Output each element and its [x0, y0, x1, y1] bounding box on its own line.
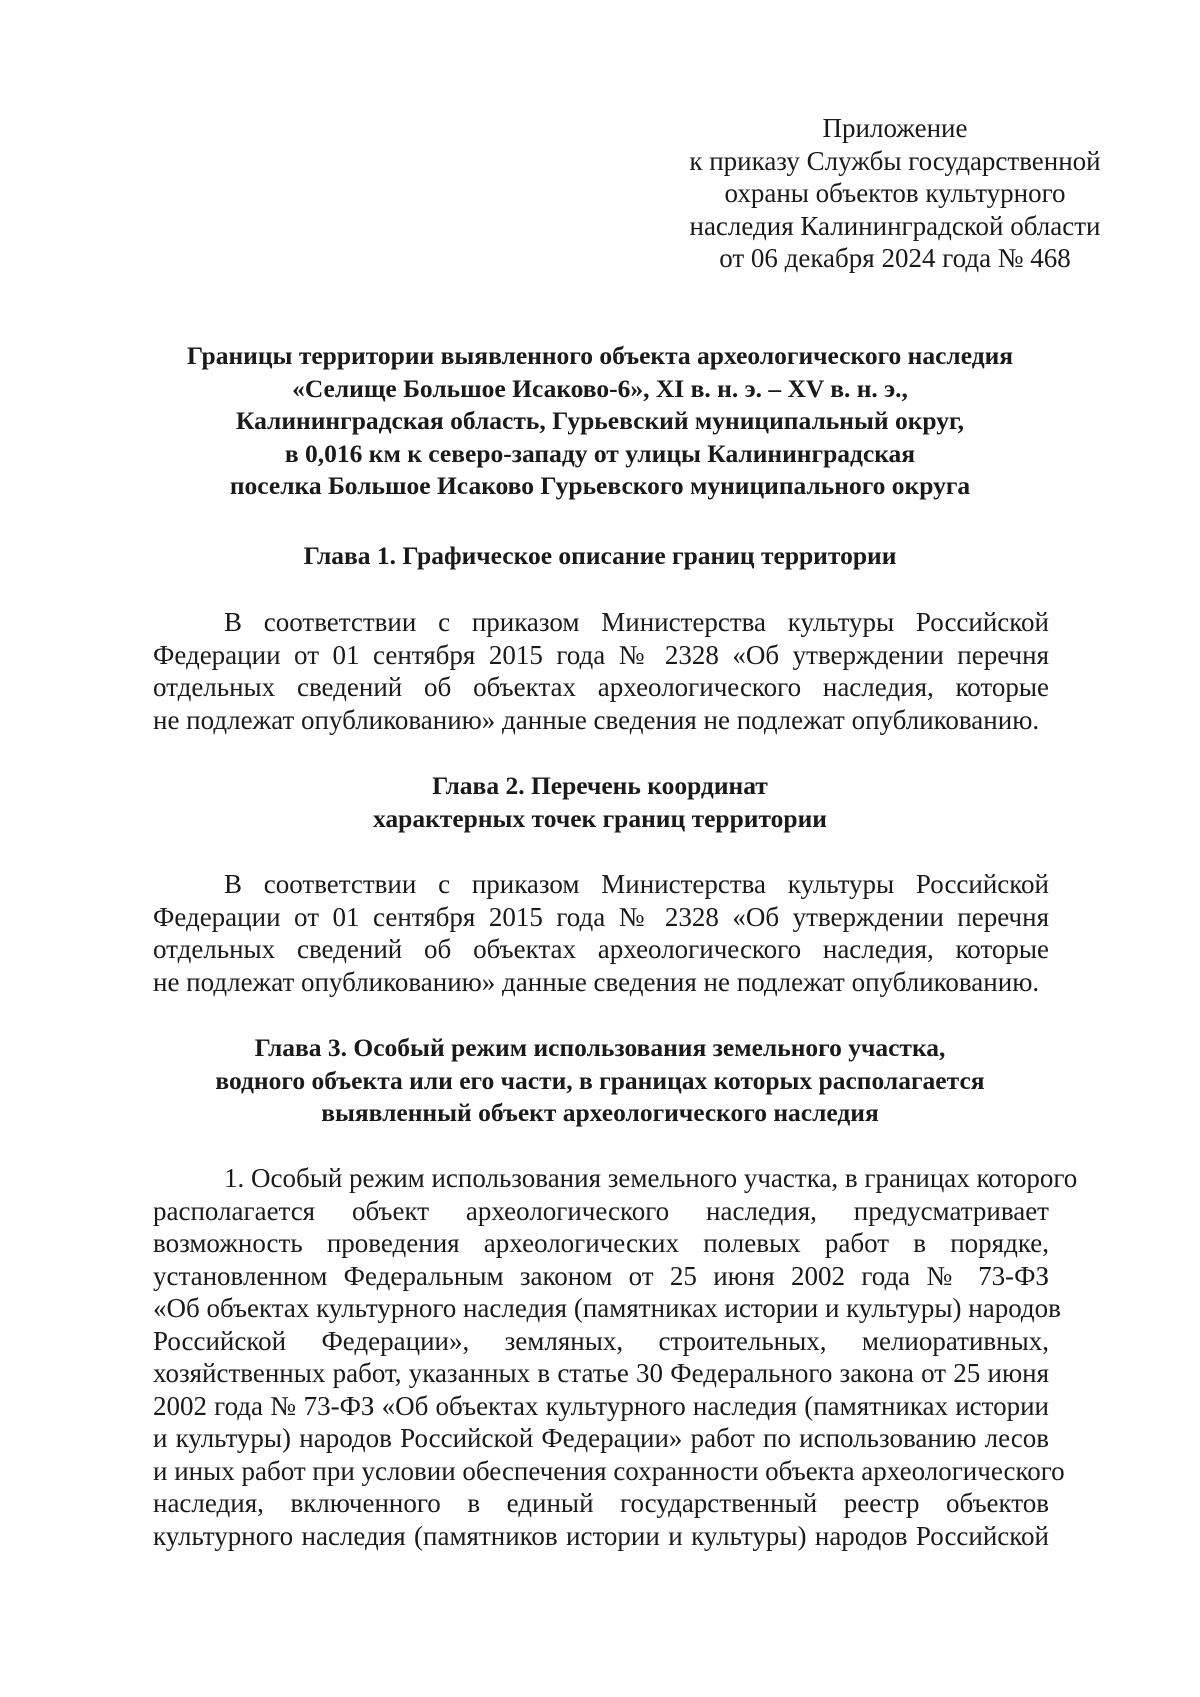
heading-line: Глава 2. Перечень координат — [432, 771, 768, 800]
chapter-2-heading — [140, 770, 1060, 835]
chapter-2-paragraph — [153, 868, 1049, 998]
chapter-1-heading — [140, 540, 1060, 573]
appendix-line: Приложение — [822, 113, 968, 143]
title-line: поселка Большое Исаково Гурьевского муниципального округа — [229, 471, 971, 500]
paragraph-line: 2002 года № 73-ФЗ «Об объектах культурного наследия (памятниках истории — [153, 1390, 1049, 1421]
paragraph-line: «Об объектах культурного наследия (памятниках истории и культуры) народов — [153, 1293, 1061, 1323]
title-line: в 0,016 км к северо-западу от улицы Калининградская — [284, 438, 916, 468]
paragraph-line: и культуры) народов Российской Федерации» работ по использованию лесов — [153, 1423, 1049, 1453]
paragraph-line: и иных работ при условии обеспечения сохранности объекта археологического — [153, 1455, 1065, 1486]
paragraph-line: Федерации от 01 сентября 2015 года № 2328 «Об утверждении перечня — [153, 639, 1049, 670]
paragraph-line: Федерации от 01 сентября 2015 года № 2328 «Об утверждении перечня — [153, 901, 1049, 932]
chapter-3-paragraph — [153, 1162, 1078, 1552]
heading-line: Глава 3. Особый режим использования земельного участка, — [254, 1033, 946, 1062]
paragraph-line: 1. Особый режим использования земельного участка, в границах которого — [224, 1163, 1078, 1193]
paragraph-line: В соответствии с приказом Министерства культуры Российской — [224, 869, 1049, 899]
appendix-line: наследия Калининградской области — [689, 210, 1101, 241]
paragraph-line: располагается объект археологического наследия, предусматривает — [153, 1195, 1049, 1226]
paragraph-line: установленном Федеральным законом от 25 июня 2002 года № 73-ФЗ — [153, 1260, 1049, 1291]
paragraph-line: Российской Федерации», земляных, строительных, мелиоративных, — [153, 1325, 1049, 1356]
appendix-header — [660, 112, 1130, 275]
title-line: «Селище Большое Исаково-6», XI в. н. э. – XV в. н. э., — [292, 373, 908, 403]
appendix-line: к приказу Службы государственной — [689, 145, 1101, 176]
paragraph-line: возможность проведения археологических полевых работ в порядке, — [153, 1228, 1049, 1258]
chapter-1-paragraph — [153, 606, 1049, 736]
paragraph-line: В соответствии с приказом Министерства культуры Российской — [224, 607, 1049, 637]
appendix-line: от 06 декабря 2024 года № 468 — [719, 243, 1071, 273]
paragraph-line: отдельных сведений об объектах археологического наследия, которые — [153, 672, 1049, 702]
paragraph-line: культурного наследия (памятников истории и культуры) народов Российской — [153, 1520, 1049, 1551]
paragraph-line: отдельных сведений об объектах археологического наследия, которые — [153, 934, 1049, 964]
paragraph-line: не подлежат опубликованию» данные сведения не подлежат опубликованию. — [153, 966, 1040, 997]
heading-line: выявленный объект археологического наследия — [321, 1098, 879, 1127]
heading-line: Глава 1. Графическое описание границ территории — [303, 541, 897, 570]
title-line: Калининградская область, Гурьевский муниципальный округ, — [235, 406, 965, 435]
title-line: Границы территории выявленного объекта археологического наследия — [186, 341, 1014, 370]
heading-line: водного объекта или его части, в границах которых располагается — [215, 1065, 985, 1095]
chapter-3-heading — [140, 1032, 1060, 1130]
document-title — [140, 340, 1060, 503]
paragraph-line: не подлежат опубликованию» данные сведения не подлежат опубликованию. — [153, 704, 1040, 735]
appendix-line: охраны объектов культурного — [724, 178, 1066, 208]
heading-line: характерных точек границ территории — [373, 803, 827, 833]
paragraph-line: хозяйственных работ, указанных в статье 30 Федерального закона от 25 июня — [153, 1358, 1049, 1388]
paragraph-line: наследия, включенного в единый государственный реестр объектов — [153, 1488, 1049, 1518]
